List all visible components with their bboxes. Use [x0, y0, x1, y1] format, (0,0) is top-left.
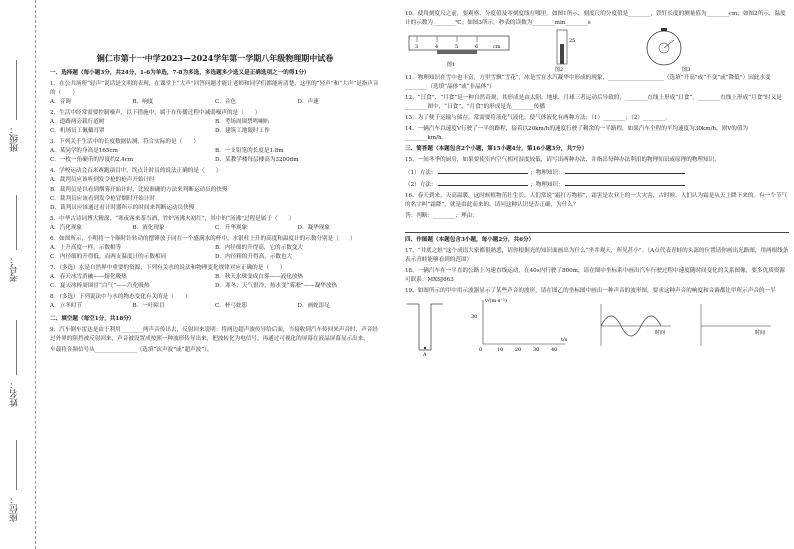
q3-options: [50, 147, 380, 165]
section-3-heading: 三、简答题（本题包含2个小题，第15小题4分，第16小题3分，共7分）: [405, 146, 588, 153]
wave-figure-a: [595, 300, 675, 350]
name-label: 姓名：: [10, 380, 20, 407]
q15-knowledge-1-label: ；物理知识：: [530, 169, 564, 176]
q2-option-d[interactable]: D．建筑工地限时工作: [215, 128, 270, 135]
q3-option-d[interactable]: D．某教学楼每层楼高为3200dm: [215, 157, 299, 164]
question-18: 18、一辆汽车在一平直的公路上匀速直线运动，在40s内行驶了800m，请在图中坐标系中画出汽车行驶过程中速度随时间变化的关系图像，要多优质资源可联系：MXSJ663: [405, 267, 785, 283]
q16-answer: 答：判断：________；理由：: [405, 212, 478, 219]
ruler-tick-4: 4: [435, 44, 439, 51]
ruler-tick-6: 6: [475, 44, 479, 51]
nail: [437, 50, 477, 54]
vt-tick-30: 30: [533, 347, 540, 354]
class-label: 班级：: [10, 125, 20, 152]
wave-figure-b: [695, 300, 775, 350]
vt-y-label: v/(m·s⁻¹): [485, 298, 507, 305]
section-4-figures: [405, 296, 789, 356]
q2-option-b[interactable]: B．考场周围禁鸣喇叭: [215, 119, 270, 126]
q7-option-d[interactable]: D．寒冬，天气很冷，热水变“雾凇”——凝华放热: [215, 282, 338, 289]
fig2-label: 图2: [555, 67, 564, 73]
q6-option-c[interactable]: C．内径细的升得低，而两支温度计的示数相同: [50, 253, 167, 260]
q4-option-b[interactable]: B．裁判员是以看到烟雾开始计时，比较准确的方法来判断运动员的快慢: [50, 186, 228, 193]
q5-option-d[interactable]: D．凝华现象: [297, 224, 330, 231]
q7-option-a[interactable]: A．春天冰雪消融——熔化吸热: [50, 273, 127, 280]
question-5: 5．中华古诗词博大精深，“寒夜客来茶当酒，竹炉汤沸火初红”，其中的“汤沸”过程是属于（ ）: [50, 215, 295, 222]
q4-option-d[interactable]: D．裁判员应该通过看计时器所示的时间来判断运动员快慢: [50, 204, 195, 211]
q4-option-c[interactable]: C．裁判员应该看到发令枪冒烟时开始计时: [50, 195, 155, 202]
q15-method-2-blank[interactable]: [438, 180, 528, 186]
q15-knowledge-1-blank[interactable]: [565, 168, 685, 174]
right-column: [405, 8, 789, 356]
ruler-unit: cm: [493, 44, 501, 51]
q10-figures: [405, 28, 789, 72]
question-13: 13．为了便于运输与储存，常需要将液化气液化，使气体液化有两种方法：（1）________；（2）________。: [405, 115, 671, 122]
vt-tick-40: 40: [551, 347, 558, 354]
question-2: 2．生活中经常需要控制噪声，以下措施中，属于在传播过程中减弱噪声的是（ ）: [50, 110, 261, 117]
q1-option-a[interactable]: A．音调: [50, 99, 71, 106]
section-4-heading: 四、作图题（本题包含3小题，每小题2分，共6分）: [405, 236, 535, 243]
vt-graph: [465, 296, 575, 356]
q3-option-c[interactable]: C．一枚一角硬币的厚度约2.4cm: [50, 157, 134, 164]
ruler-figure: [407, 30, 517, 70]
ruler-tick-3: 3: [415, 44, 419, 51]
q1-option-b[interactable]: B．响度: [132, 99, 154, 106]
exam-title: 铜仁市第十一中学2023—2024学年第一学期八年级物理期中试卷: [96, 53, 334, 63]
thermometer-mark: 25: [569, 38, 576, 45]
q5-options: [50, 224, 380, 233]
fig3-label: 图3: [682, 67, 691, 73]
q8-option-a[interactable]: A．立冬时节: [50, 303, 83, 310]
q4-option-a[interactable]: A．裁判员应该听到发令枪的枪声开始计时: [50, 177, 155, 184]
question-17: 17、“井底之蛙”这个成语大家都很熟悉，请你根据光的知识面画出为什么“坐井观天，所见甚小”。（A点代表青蛙的头部的位置请你画出光路图，用两根线条表示青蛙能够看到的范围）: [405, 247, 789, 263]
q3-option-a[interactable]: A．某同学的身高是165cm: [50, 148, 118, 155]
wave-a-time-label: 时间: [655, 330, 666, 337]
question-10: 10、使用刻度尺之前，要观察、分度值及零刻度线在哪里。如图1所示，刻度尺的分度值是________，铁钉长度的测量值为________cm；如图2所示，温度计的示数为________℃；如图3所示，秒表的读数为________min________s: [405, 11, 786, 27]
vt-tick-20: 20: [515, 347, 522, 354]
seat-line: [16, 440, 17, 490]
seat-label: 座位：: [10, 495, 20, 522]
vt-tick-10: 10: [497, 347, 504, 354]
frog-point-label: A: [423, 352, 427, 357]
question-16: 16、春天到来，天高温暖，这时候植物茁壮生长，人们常说“霜打万物枯”，霜害是农业上的一大灾害，古时候，人们认为霜是从天上降下来的。有一个节气的名字叫“霜降”，就是由此而来的。请问这种认识是否正确，为什么？: [405, 192, 788, 208]
q1-option-c[interactable]: C．音色: [215, 99, 237, 106]
well-figure: [405, 296, 445, 356]
q7-options: [50, 273, 380, 291]
left-column: [50, 8, 380, 355]
question-19: 19、如图所示的甲中用示波器显示了某些声音的波形，请在图乙的坐标图中画出一种声音的波形图，要求这种声音的响度和音调都比甲所示声音的一半: [405, 287, 776, 294]
q1-options: [50, 98, 380, 107]
q5-option-b[interactable]: B．液化现象: [132, 224, 165, 231]
frog-point: [424, 347, 426, 349]
q2-options: [50, 118, 380, 136]
question-8: 8．（多选）下列说法中与水的物态变化有关的是（ ）: [50, 294, 191, 301]
fig1-label: 图1: [447, 62, 456, 69]
exam-no-line: [16, 195, 17, 250]
q15-method-2-label: （2）方法：: [405, 181, 437, 188]
q15-knowledge-2-blank[interactable]: [565, 180, 685, 186]
question-1: 1、在公共场所“轻声”说话是文明的表现，在课堂上“大声”回答问题才能让老师和同学们都能听清楚，这里的“轻声”和“大声”是指声音的（ ）: [50, 81, 379, 97]
question-11: 11、物理知识在雪中也丰富，方里雪飘“雪花”，冰是雪在水汽凝华中形成的现象，____________________（选填“升高”或“不变”或“降低”）因此水变________（选填“晶体”或“非晶体”）: [405, 75, 771, 91]
thermometer-liquid: [560, 44, 564, 64]
name-line: [16, 320, 17, 375]
q8-options: [50, 302, 380, 311]
q5-option-c[interactable]: C．升华现象: [215, 224, 248, 231]
ruler-tick-5: 5: [455, 44, 459, 51]
q6-options: [50, 244, 380, 262]
question-4: 4．学校运动会百米赛跑项目中，终点计时员的说法正确的是（ ）: [50, 168, 222, 175]
q6-option-b[interactable]: B．内径细的升得高，它的示数变大: [215, 244, 304, 251]
q2-option-a[interactable]: A．道路两旁载行道树: [50, 119, 105, 126]
question-6: 6．如图所示，小明将一个顺时针转动的摆锤放于同在一个盛满水的杯中，水银柱上升的高度和温度计的示数分别是（ ）: [50, 235, 356, 242]
q6-option-a[interactable]: A．上升高度一样，示数相等: [50, 244, 122, 251]
thermometer-figure: [535, 28, 595, 72]
q7-option-c[interactable]: C．夏天冰棒周围冒“白气”——汽化吸热: [50, 282, 150, 289]
q5-option-a[interactable]: A．汽化现象: [50, 224, 83, 231]
stopwatch-figure: [630, 28, 710, 72]
q15-row-2: [405, 180, 789, 190]
question-12: 12、“日食”、“月食”是一种自然奇观，其形成是由太阳、地球、月球三者运动后导致的，________直线上形成“日食”，________直线上形成“月食”时又是________图中，“日食”、“月食”的形成是光________传播: [405, 95, 782, 111]
binding-strip: [0, 0, 36, 549]
q8-option-d[interactable]: D．画蛇添足: [297, 303, 330, 310]
q15-knowledge-2-label: ；物理知识：: [530, 181, 564, 188]
q7-option-b[interactable]: B．秋天水珠变成白雾——液化放热: [215, 273, 304, 280]
q15-method-1-label: （1）方法：: [405, 169, 437, 176]
q3-option-b[interactable]: B．一支铅笔的长度是1.8m: [215, 148, 284, 155]
q8-option-b[interactable]: B．一叶障目: [132, 303, 165, 310]
question-7: 7．（多选）水是自然界中重要的资源，下列有关水的说法和物理变化规律对应正确的是（ ）: [50, 264, 286, 271]
vt-y-value: 30: [471, 314, 478, 321]
q8-option-c[interactable]: C．杯弓蛇影: [215, 303, 248, 310]
q15-method-1-blank[interactable]: [438, 168, 528, 174]
wave-b-time-label: 时间: [755, 330, 766, 337]
vt-tick-0: 0: [479, 347, 483, 354]
q15-row-1: [405, 168, 789, 178]
q4-options: [50, 176, 380, 212]
q6-option-d[interactable]: D．内径粗的升得高，示数也大: [215, 253, 293, 260]
question-14: 14、一辆汽车以速度V行驶了一半的路程，接着以20km/h的速度行驶了剩余的一半路程，如果汽车全程的平均速度为30km/h，则V的值为________km/h。: [405, 126, 749, 142]
q16-answer-line[interactable]: [405, 223, 789, 233]
question-15: 15、一间冬季的厨房，如果要使室内空气相对湿度较低，请写出两种办法，并指出每种办法利用的物理知识或原理的物理知识。: [405, 157, 720, 164]
vt-x-unit: t/s: [561, 337, 568, 344]
exam-no-label: 考号：: [10, 255, 20, 282]
q2-option-c[interactable]: C．机场员工佩戴耳罩: [50, 128, 105, 135]
section-1-heading: 一、选择题（每小题3分，共24分，1-6为单选，7-8为多选，多选题多少选又是正确选项之一的得1分）: [50, 69, 310, 76]
section-2-heading: 二、填空题（每空1分，共18分）: [50, 316, 135, 323]
question-9: 9、汽车倒车雷达是由于利用________两声音传出去，反射回来说明：将两边超声波传导给后面，当接收到汽车传回来声音时，声音经过外界的阻挡被反射回来，声音被设置成按照一种波形传导出来，把波转化为电信号，再通过可视化的屏幕在液晶屏幕显示出来，: [50, 327, 378, 343]
class-line: [16, 60, 17, 120]
q1-option-d[interactable]: D．声速: [297, 99, 319, 106]
question-9-tail: 车载将音频信号从_______________（选填“次声波”或“超声波”）。: [50, 347, 213, 354]
question-3: 3．下列关于生活中的长度数据估测，符合实际的是（ ）: [50, 139, 199, 146]
